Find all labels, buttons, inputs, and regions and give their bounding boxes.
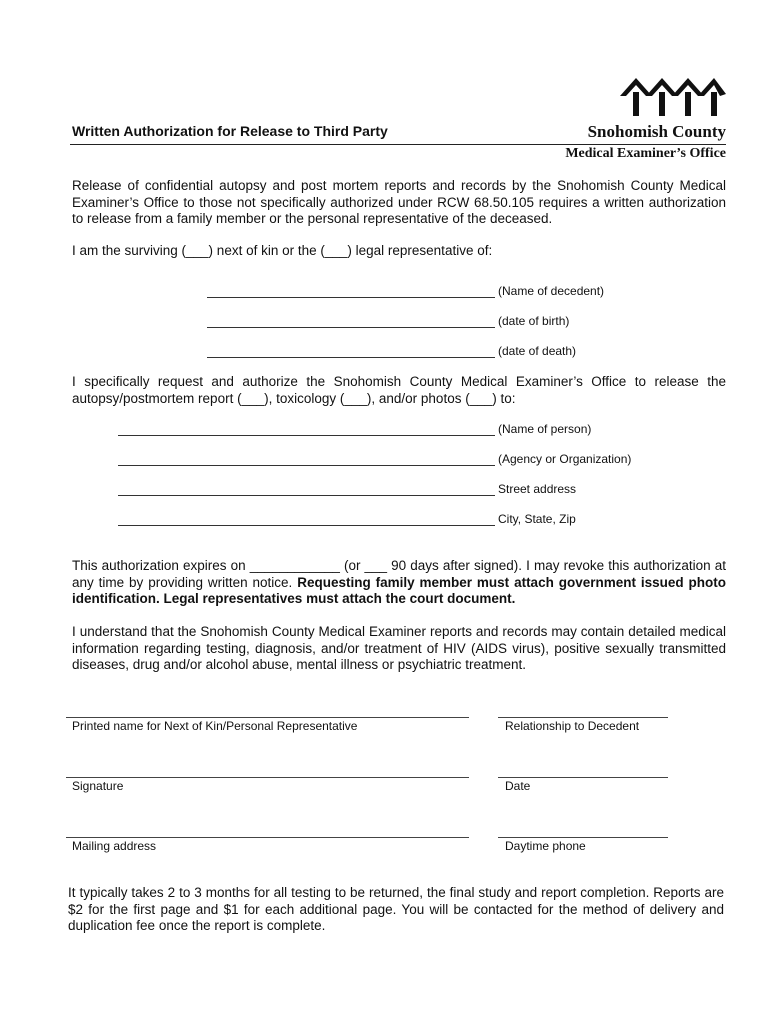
expiry-text: This authorization expires on ____________ (or ___ 90 days after signed). I may revoke this authorization at any time by providing written notice.: [72, 558, 726, 590]
expiry-paragraph: [72, 558, 726, 608]
intro-paragraph: Release of confidential autopsy and post mortem reports and records by the Snohomish County Medical Examiner’s Office to those not specifically authorized under RCW 68.50.105 requires a written authorization to release from a family member or the personal representative of the deceased.: [72, 178, 726, 226]
recipient-street-label: Street address: [498, 482, 577, 496]
recipient-agency-label: (Agency or Organization): [498, 452, 632, 466]
daytime-phone-label: Daytime phone: [505, 839, 586, 853]
recipient-street-line[interactable]: [118, 495, 495, 496]
signature-line[interactable]: [66, 777, 469, 778]
decedent-name-line[interactable]: [207, 297, 495, 298]
surviving-line: I am the surviving (___) next of kin or the (___) legal representative of:: [72, 243, 493, 258]
request-paragraph: I specifically request and authorize the Snohomish County Medical Examiner’s Office to release the autopsy/postmortem report (___), toxicology (___), and/or photos (___) to:: [72, 374, 726, 406]
recipient-agency-line[interactable]: [118, 465, 495, 466]
attachment-requirement: Requesting family member must attach government issued photo identification. Legal representatives must attach the court document.: [72, 574, 727, 606]
office-name: Medical Examiner’s Office: [565, 146, 726, 161]
decedent-dob-line[interactable]: [207, 327, 495, 328]
decedent-name-label: (Name of decedent): [498, 284, 605, 298]
relationship-label: Relationship to Decedent: [505, 719, 640, 733]
snohomish-county-logo-icon: [620, 72, 726, 120]
printed-name-line[interactable]: [66, 717, 469, 718]
daytime-phone-line[interactable]: [498, 837, 668, 838]
recipient-name-line[interactable]: [118, 435, 495, 436]
understand-paragraph: I understand that the Snohomish County Medical Examiner reports and records may contain detailed medical information regarding testing, diagnosis, and/or treatment of HIV (AIDS virus), positive sexually transmitted diseases, drug and/or alcohol abuse, mental illness or psychiatric treatment.: [72, 624, 726, 672]
document-title: Written Authorization for Release to Third Party: [72, 123, 388, 139]
recipient-name-label: (Name of person): [498, 422, 592, 436]
recipient-city-line[interactable]: [118, 525, 495, 526]
recipient-city-label: City, State, Zip: [498, 512, 576, 526]
printed-name-label: Printed name for Next of Kin/Personal Representative: [72, 719, 358, 733]
decedent-dod-label: (date of death): [498, 344, 577, 358]
header-rule: [70, 144, 726, 145]
date-line[interactable]: [498, 777, 668, 778]
mailing-address-label: Mailing address: [72, 839, 157, 853]
relationship-line[interactable]: [498, 717, 668, 718]
date-label: Date: [505, 779, 531, 793]
mailing-address-line[interactable]: [66, 837, 469, 838]
decedent-dob-label: (date of birth): [498, 314, 570, 328]
decedent-dod-line[interactable]: [207, 357, 495, 358]
footer-paragraph: It typically takes 2 to 3 months for all testing to be returned, the final study and report completion. Reports are $2 for the first page and $1 for each additional page. You will be contacted for the method of delivery and duplication fee once the report is complete.: [68, 885, 724, 933]
signature-label: Signature: [72, 779, 124, 793]
org-name: Snohomish County: [587, 122, 726, 141]
